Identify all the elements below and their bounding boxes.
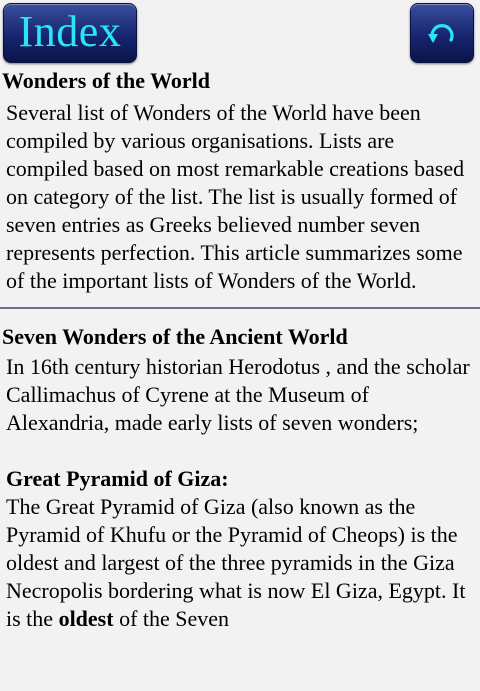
section-body-ancient: In 16th century historian Herodotus , and the scholar Callimachus of Cyrene at the Museum of Alexandria, made early lists of seven wonders; [6,354,470,435]
section-divider [0,307,480,309]
back-button[interactable] [410,3,474,63]
subsection-title-pyramid: Great Pyramid of Giza: [6,466,229,491]
pyramid-text-2: of the Seven [113,606,230,631]
section-title-wonders: Wonders of the World [2,68,211,93]
pyramid-text-bold: oldest [58,606,114,631]
subsection-body-pyramid [0,493,480,633]
undo-arrow-icon [425,18,459,48]
pyramid-text-1: The Great Pyramid of Giza (also known as the Pyramid of Khufu or the Pyramid of Cheops) is the oldest and largest of the three pyramids in the Giza Necropolis bordering what is now El Giza, Egypt. It is the [6,494,466,631]
top-bar [0,0,480,68]
section-title-ancient: Seven Wonders of the Ancient World [2,324,348,349]
index-button-label: Index [18,7,122,56]
index-button[interactable] [3,3,137,63]
section-body-wonders: Several list of Wonders of the World have been compiled by various organisations. Lists are compiled based on most remarkable creations based on category of the list. The list is usually formed of seven entries as Greeks believed number seven represents perfection. This article summarizes some of the important lists of Wonders of the World. [6,100,465,293]
article-content [0,68,480,633]
